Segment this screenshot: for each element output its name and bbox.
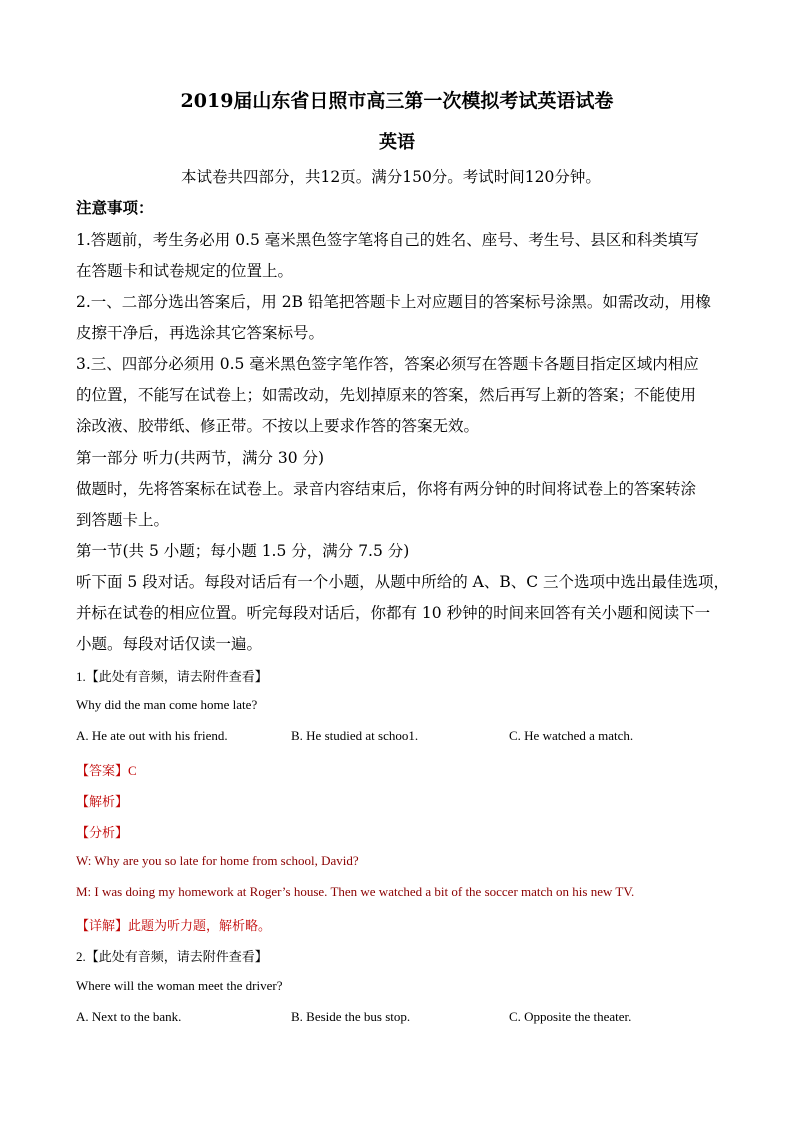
q1-answer xyxy=(76,760,137,779)
note-1-line-2: 在答题卡和试卷规定的位置上。 xyxy=(76,262,294,280)
q1-answer-label: 【答案】 xyxy=(76,763,129,778)
part1-instruction-line-1: 做题时，先将答案标在试卷上。录音内容结束后，你将有两分钟的时间将试卷上的答案转涂 xyxy=(76,480,697,498)
q1-analysis-label: 【解析】 xyxy=(76,794,129,809)
q2-option-b: B. Beside the bus stop. xyxy=(291,1009,411,1024)
q2-question: Where will the woman meet the driver? xyxy=(76,978,283,993)
part1-instruction-line-2: 到答题卡上。 xyxy=(76,511,170,529)
q1-detail-text: 此题为听力题，解析略。 xyxy=(128,918,272,933)
q1-answer-value: C xyxy=(128,763,137,778)
q2-audio-placeholder: 2.【此处有音频，请去附件查看】 xyxy=(76,949,268,964)
part1-heading: 第一部分 听力(共两节，满分 30 分) xyxy=(76,449,325,467)
note-3-line-1: 3.三、四部分必须用 0.5 毫米黑色签字笔作答，答案必须写在答题卡各题目指定区域内相应 xyxy=(76,355,699,373)
q1-fenxi-label: 【分析】 xyxy=(76,825,129,840)
section1-instruction-line-2: 并标在试卷的相应位置。听完每段对话后，你都有 10 秒钟的时间来回答有关小题和阅读下一 xyxy=(76,604,711,622)
document-title: 2019届山东省日照市高三第一次模拟考试英语试卷 xyxy=(180,90,614,112)
q1-transcript-line-1: W: Why are you so late for home from school, David? xyxy=(76,853,359,868)
q1-detail-label: 【详解】 xyxy=(76,918,129,933)
notes-heading: 注意事项： xyxy=(76,198,154,217)
section1-instruction-line-3: 小题。每段对话仅读一遍。 xyxy=(76,635,263,653)
q1-audio-placeholder: 1.【此处有音频，请去附件查看】 xyxy=(76,669,268,684)
q1-option-c: C. He watched a match. xyxy=(509,728,634,743)
section1-instruction-line-1: 听下面 5 段对话。每段对话后有一个小题，从题中所给的 A、B、C 三个选项中选出最佳选项， xyxy=(76,573,730,591)
q1-detail xyxy=(76,915,271,934)
section1-heading: 第一节(共 5 小题；每小题 1.5 分，满分 7.5 分) xyxy=(76,542,410,560)
q2-option-a: A. Next to the bank. xyxy=(76,1009,182,1024)
q2-option-c: C. Opposite the theater. xyxy=(509,1009,632,1024)
note-3-line-2: 的位置，不能写在试卷上；如需改动，先划掉原来的答案，然后再写上新的答案；不能使用 xyxy=(76,386,697,404)
document-subtitle: 英语 xyxy=(379,132,415,153)
q1-option-b: B. He studied at schoo1. xyxy=(291,728,419,743)
q1-transcript-line-2: M: I was doing my homework at Roger’s house. Then we watched a bit of the soccer match on his new TV. xyxy=(76,884,635,899)
note-1-line-1: 1.答题前，考生务必用 0.5 毫米黑色签字笔将自己的姓名、座号、考生号、县区和科类填写 xyxy=(76,231,699,249)
q1-question: Why did the man come home late? xyxy=(76,697,258,712)
note-2-line-2: 皮擦干净后，再选涂其它答案标号。 xyxy=(76,324,325,342)
note-2-line-1: 2.一、二部分选出答案后，用 2B 铅笔把答题卡上对应题目的答案标号涂黑。如需改动，用橡 xyxy=(76,293,711,311)
note-3-line-3: 涂改液、胶带纸、修正带。不按以上要求作答的答案无效。 xyxy=(76,417,480,435)
exam-summary: 本试卷共四部分，共12页。满分150分。考试时间120分钟。 xyxy=(181,168,601,186)
q1-option-a: A. He ate out with his friend. xyxy=(76,728,228,743)
